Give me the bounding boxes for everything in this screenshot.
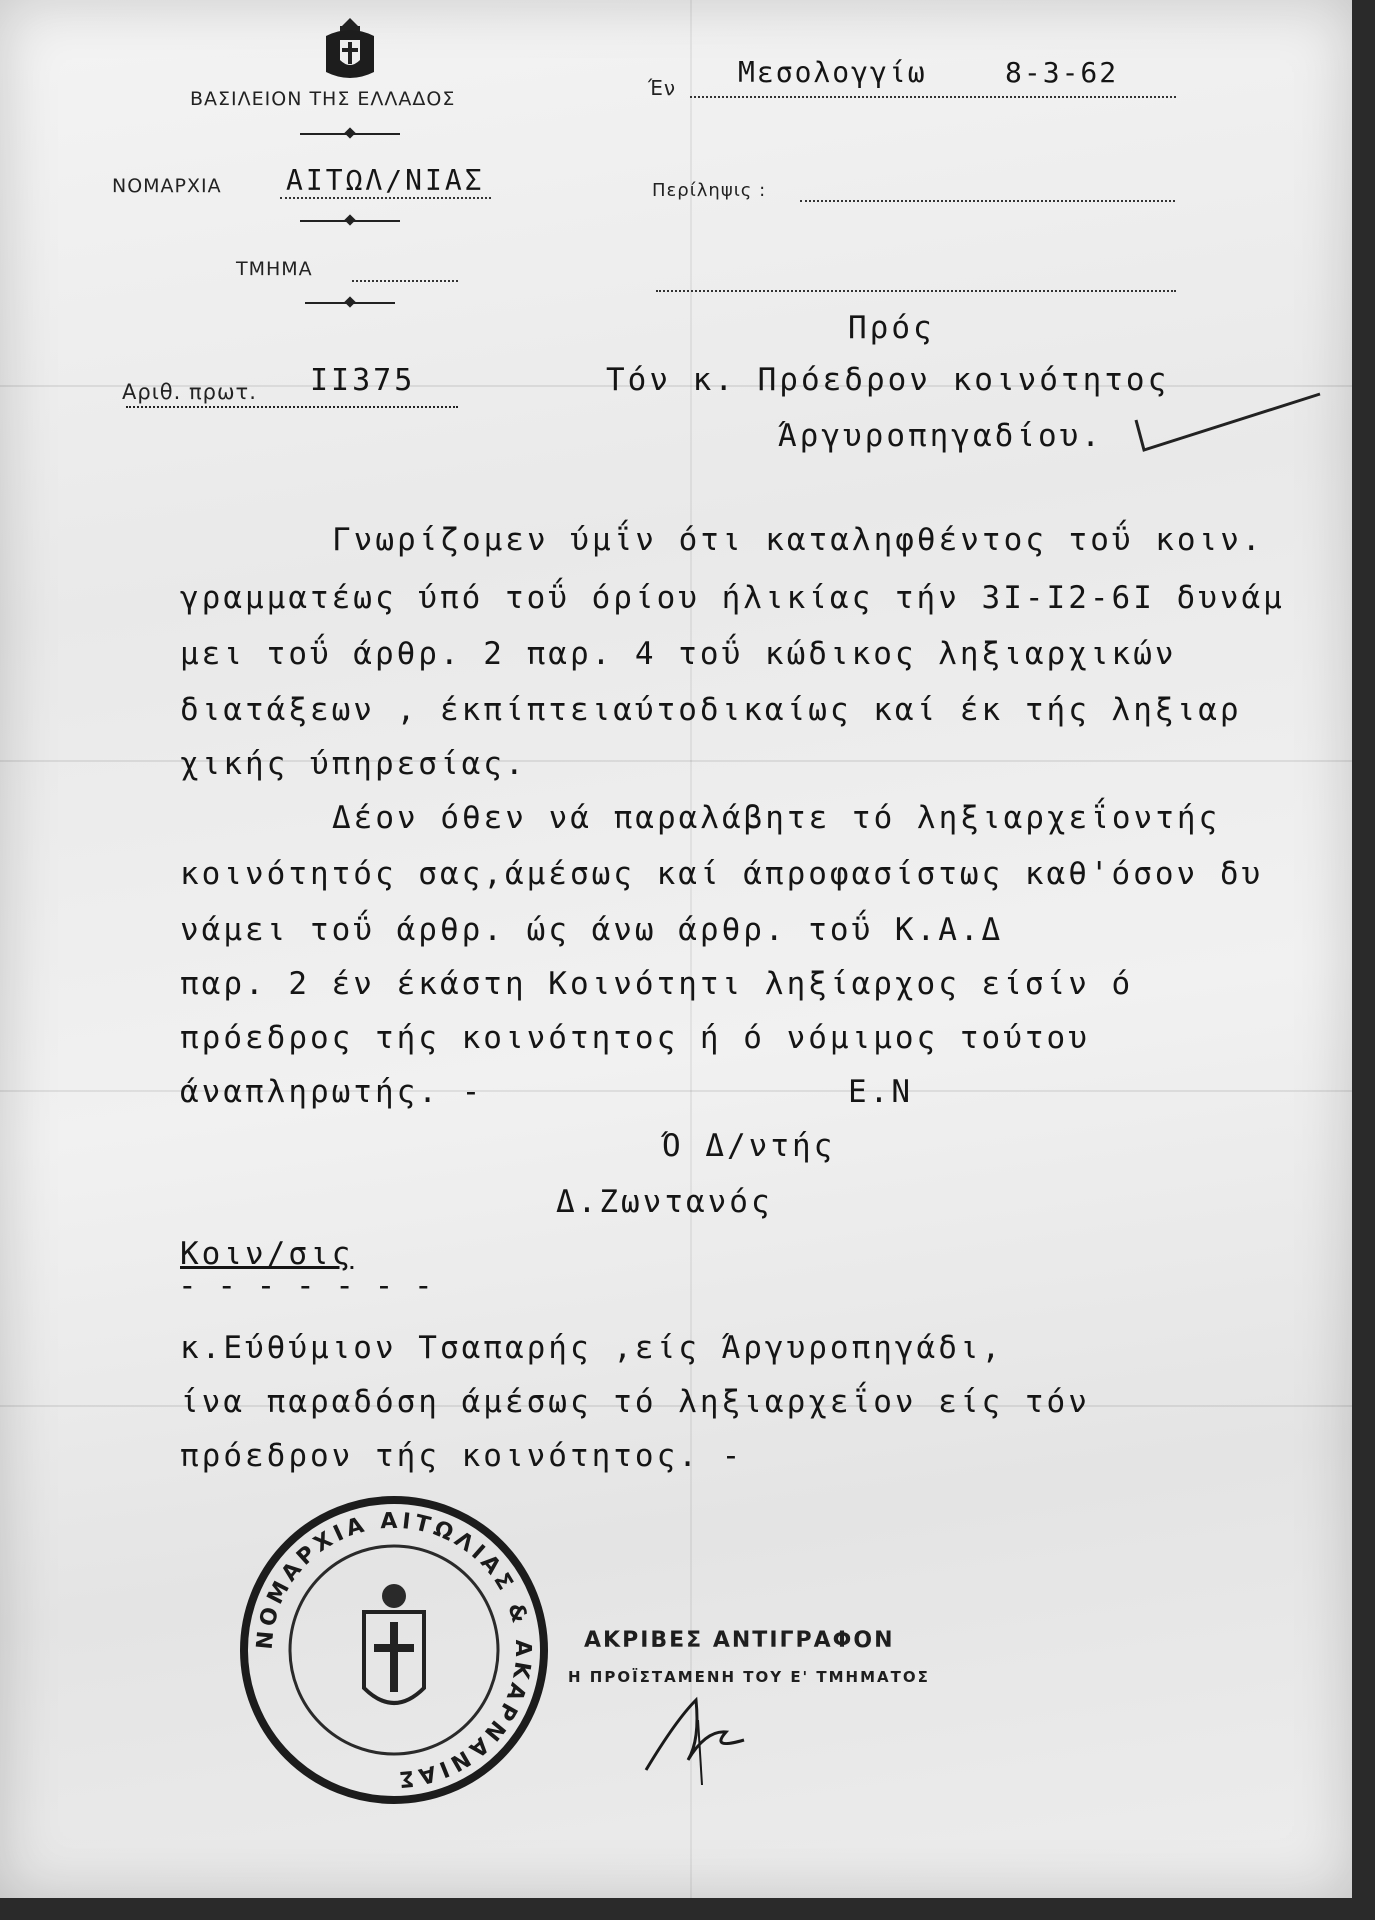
body-line: Γνωρίζομεν ύμΐν ότι καταληφθέντος τοΰ κοιν. xyxy=(332,522,1264,558)
signer-title: Ό Δ/ντής xyxy=(662,1128,836,1164)
body-line: μει τοΰ άρθρ. 2 παρ. 4 τοΰ κώδικος ληξιαρχικών xyxy=(180,636,1177,672)
prefecture-label: ΝΟΜΑΡΧΙΑ xyxy=(112,175,222,197)
date-value: 8-3-62 xyxy=(1005,56,1119,89)
place-value: Μεσολογγίω xyxy=(738,56,927,89)
divider-ornament-3 xyxy=(305,302,395,304)
body-line: πρόεδρος τής κοινότητος ή ό νόμιμος τούτου xyxy=(180,1020,1090,1056)
official-seal-icon xyxy=(236,1492,552,1808)
kingdom-heading: ΒΑΣΙΛΕΙΟΝ ΤΗΣ ΕΛΛΑΔΟΣ xyxy=(190,88,456,110)
recipient-to: Πρός xyxy=(848,310,935,346)
coat-of-arms-icon xyxy=(312,14,388,86)
svg-text:ΝΟΜΑΡΧΙΑ ΑΙΤΩΛΙΑΣ & ΑΚΑΡΝΑΝΙΑΣ: ΝΟΜΑΡΧΙΑ ΑΙΤΩΛΙΑΣ & ΑΚΑΡΝΑΝΙΑΣ xyxy=(252,1508,536,1792)
body-line: γραμματέως ύπό τοΰ όρίου ήλικίας τήν 3Ι-Ι2-6Ι δυνάμ xyxy=(180,580,1285,616)
signer-name: Δ.Ζωντανός xyxy=(556,1184,773,1220)
body-line: Δέον όθεν νά παραλάβητε τό ληξιαρχεΐοντής xyxy=(332,800,1221,836)
en-mark: Ε.Ν xyxy=(848,1074,913,1110)
department-head-stamp: Η ΠΡΟΪΣΤΑΜΕΝΗ ΤΟΥ Ε' ΤΜΗΜΑΤΟΣ xyxy=(568,1668,930,1686)
section-field xyxy=(352,278,458,282)
section-label: ΤΜΗΜΑ xyxy=(236,258,313,280)
cc-label: Κοιν/σις xyxy=(180,1236,354,1272)
protocol-underline xyxy=(126,406,458,408)
body-line: κοινότητός σας,άμέσως καί άπροφασίστως καθ'όσον δυ xyxy=(180,856,1264,892)
summary-line-1 xyxy=(800,198,1175,202)
body-line: άναπληρωτής. - xyxy=(180,1074,484,1110)
protocol-number: II375 xyxy=(310,363,416,398)
cc-line: κ.Εύθύμιον Τσαπαρής ,είς Άργυροπηγάδι, xyxy=(180,1330,1004,1366)
body-line: νάμει τοΰ άρθρ. ώς άνω άρθρ. τοΰ Κ.Α.Δ xyxy=(180,912,1004,948)
protocol-label: Αριθ. πρωτ. xyxy=(122,380,257,404)
body-line: παρ. 2 έν έκάστη Κοινότητι ληξίαρχος είσίν ό xyxy=(180,966,1134,1002)
recipient-line-2: Άργυροπηγαδίου. xyxy=(778,418,1103,454)
place-label: Έν xyxy=(648,76,677,100)
cc-line: πρόεδρον τής κοινότητος. - xyxy=(180,1438,744,1474)
summary-label: Περίληψις : xyxy=(652,180,767,201)
body-line: χικής ύπηρεσίας. xyxy=(180,746,527,782)
check-mark-icon xyxy=(1130,388,1330,468)
summary-line-2 xyxy=(656,288,1176,292)
date-line xyxy=(690,94,1176,98)
divider-ornament xyxy=(300,133,400,135)
prefecture-value: ΑΙΤΩΛ/ΝΙΑΣ xyxy=(280,164,491,199)
cc-dashes: - - - - - - - xyxy=(178,1268,434,1304)
divider-ornament-2 xyxy=(300,220,400,222)
recipient-line-1: Τόν κ. Πρόεδρον κοινότητος xyxy=(606,362,1170,398)
certified-copy-stamp: ΑΚΡΙΒΕΣ ΑΝΤΙΓΡΑΦΟΝ xyxy=(584,1628,895,1653)
cc-line: ίνα παραδόση άμέσως τό ληξιαρχεΐον είς τόν xyxy=(180,1384,1090,1420)
handwritten-signature-icon xyxy=(636,1680,756,1790)
body-line: διατάξεων , έκπίπτειαύτοδικαίως καί έκ τής ληξιαρ xyxy=(180,692,1242,728)
